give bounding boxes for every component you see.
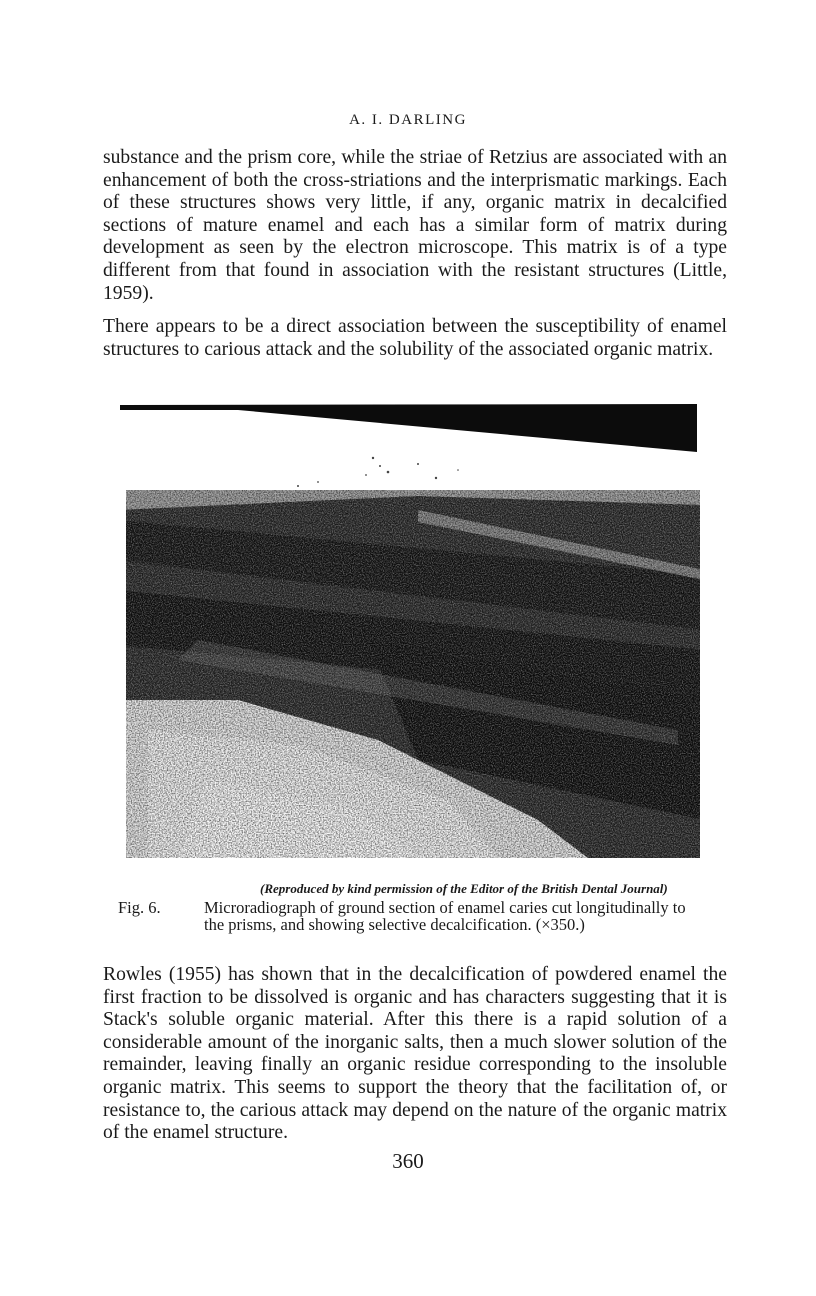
- running-header: A. I. DARLING: [349, 112, 467, 128]
- paragraph-2: There appears to be a direct association between the susceptibility of enamel structures to carious attack and the solubility of the associated organic matrix.: [103, 316, 727, 360]
- image-texture: [118, 400, 704, 866]
- page-number: 360: [392, 1149, 424, 1173]
- figure-caption: [118, 899, 718, 933]
- image-specks: [297, 457, 459, 487]
- image-top-bar: [120, 404, 697, 452]
- paragraph-3: Rowles (1955) has shown that in the decalcification of powdered enamel the first fraction to be dissolved is organic and has characters suggesting that it is Stack's soluble organic material. After this there is a rapid solution of a considerable amount of the inorganic salts, then a much slower solution of the remainder, leaving finally an organic residue corresponding to the insoluble organic matrix. This seems to support the theory that the facilitation of, or resistance to, the carious attack may depend on the nature of the organic matrix of the enamel structure.: [103, 964, 727, 1144]
- paragraph-1: substance and the prism core, while the striae of Retzius are associated with an enhancement of both the cross-striations and the interprismatic markings. Each of these structures shows very little, if any, organic matrix in decalcified sections of mature enamel and each has a similar form of matrix during development as seen by the electron microscope. This matrix is of a type different from that found in association with the resistant structures (Little, 1959).: [103, 147, 727, 304]
- figure-label: Fig. 6.: [118, 898, 161, 917]
- caption-line-1: Microradiograph of ground section of enamel caries cut longitudinally to: [204, 898, 686, 917]
- caption-line-2: the prisms, and showing selective decalcification. (×350.): [204, 915, 585, 934]
- microradiograph-figure: [118, 400, 704, 866]
- figure-credit: (Reproduced by kind permission of the Editor of the British Dental Journal): [260, 881, 668, 896]
